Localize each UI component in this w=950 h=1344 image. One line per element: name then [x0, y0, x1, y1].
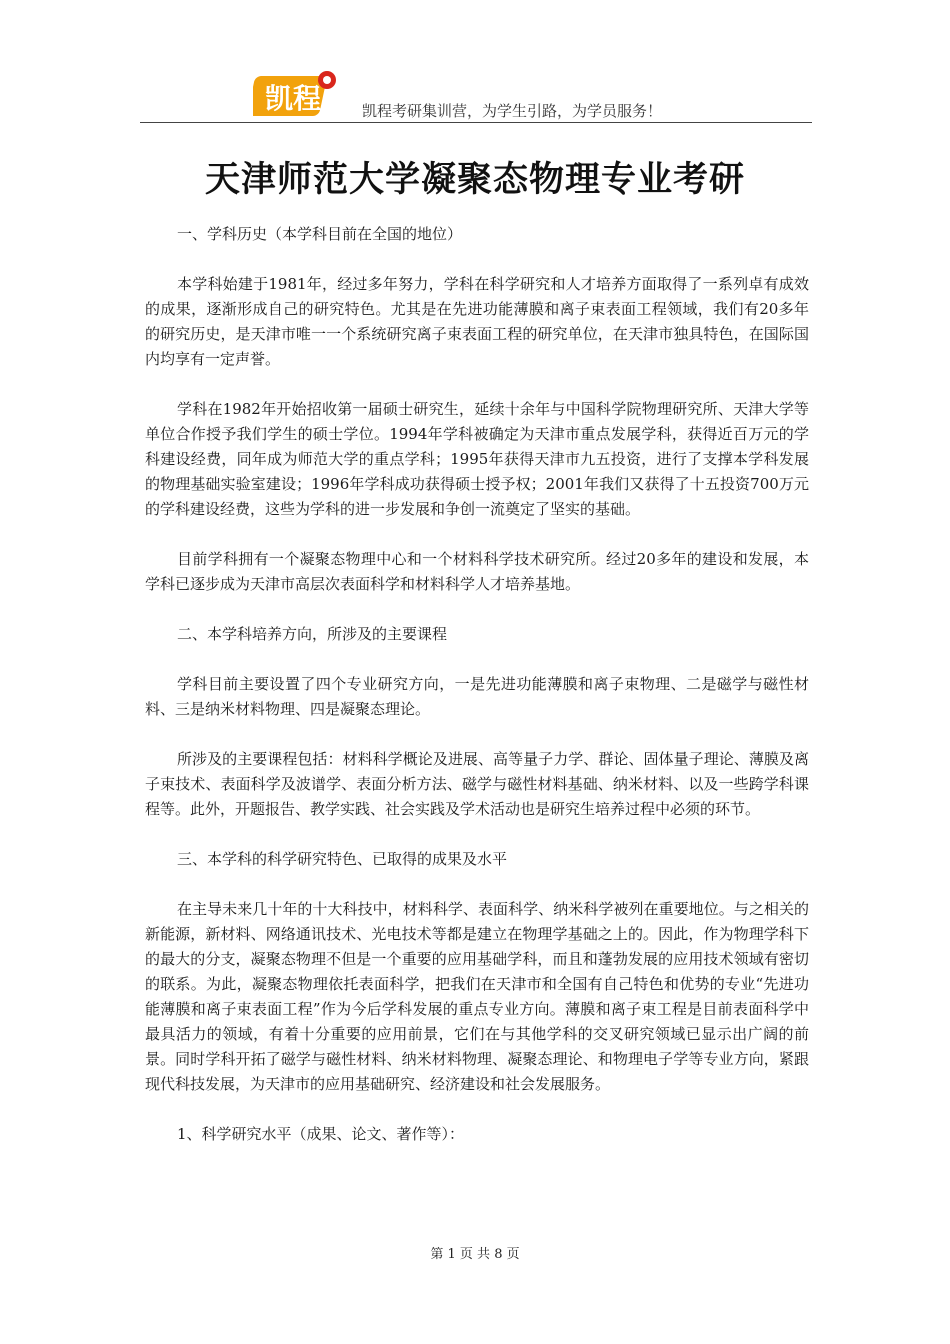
section-heading: 三、本学科的科学研究特色、已取得的成果及水平	[177, 850, 508, 868]
document-body	[145, 222, 809, 1172]
kaicheng-logo	[253, 68, 345, 120]
section-heading: 二、本学科培养方向，所涉及的主要课程	[177, 625, 448, 643]
body-paragraph: 学科目前主要设置了四个专业研究方向，一是先进功能薄膜和离子束物理、二是磁学与磁性材料、三是纳米材料物理、四是凝聚态理论。	[145, 675, 809, 718]
body-paragraph: 学科在1982年开始招收第一届硕士研究生，延续十余年与中国科学院物理研究所、天津大学等单位合作授予我们学生的硕士学位。1994年学科被确定为天津市重点发展学科，获得近百万元的学科建设经费，同年成为师范大学的重点学科；1995年获得天津市九五投资，进行了支撑本学科发展的物理基础实验室建设；1996年学科成功获得硕士授予权；2001年我们又获得了十五投资700万元的学科建设经费，这些为学科的进一步发展和争创一流奠定了坚实的基础。	[145, 400, 809, 518]
body-paragraph: 在主导未来几十年的十大科技中，材料科学、表面科学、纳米科学被列在重要地位。与之相关的新能源，新材料、网络通讯技术、光电技术等都是建立在物理学基础之上的。因此，作为物理学科下的最大的分支，凝聚态物理不但是一个重要的应用基础学科，而且和蓬勃发展的应用技术领域有密切的联系。为此，凝聚态物理依托表面科学，把我们在天津市和全国有自己特色和优势的专业“先进功能薄膜和离子束表面工程”作为今后学科发展的重点专业方向。薄膜和离子束工程是目前表面科学中最具活力的领域，有着十分重要的应用前景，它们在与其他学科的交叉研究领域已显示出广阔的前景。同时学科开拓了磁学与磁性材料、纳米材料物理、凝聚态理论、和物理电子学等专业方向，紧跟现代科技发展，为天津市的应用基础研究、经济建设和社会发展服务。	[145, 900, 809, 1093]
document-title: 天津师范大学凝聚态物理专业考研	[204, 160, 745, 200]
section-heading: 1、科学研究水平（成果、论文、著作等）：	[177, 1125, 465, 1143]
header-rule	[140, 122, 812, 123]
body-paragraph: 本学科始建于1981年，经过多年努力，学科在科学研究和人才培养方面取得了一系列卓有成效的成果，逐渐形成自己的研究特色。尤其是在先进功能薄膜和离子束表面工程领域，我们有20多年的研究历史，是天津市唯一一个系统研究离子束表面工程的研究单位，在天津市独具特色，在国际国内均享有一定声誉。	[145, 275, 809, 368]
page-header	[140, 62, 812, 124]
logo-text: 凯程	[264, 82, 322, 115]
section-heading: 一、学科历史（本学科目前在全国的地位）	[177, 225, 463, 243]
page-footer: 第 1 页 共 8 页	[430, 1247, 520, 1262]
body-paragraph: 所涉及的主要课程包括：材料科学概论及进展、高等量子力学、群论、固体量子理论、薄膜及离子束技术、表面科学及波谱学、表面分析方法、磁学与磁性材料基础、纳米材料、以及一些跨学科课程等。此外，开题报告、教学实践、社会实践及学术活动也是研究生培养过程中必须的环节。	[145, 750, 809, 818]
header-slogan: 凯程考研集训营，为学生引路，为学员服务！	[362, 102, 663, 120]
body-paragraph: 目前学科拥有一个凝聚态物理中心和一个材料科学技术研究所。经过20多年的建设和发展，本学科已逐步成为天津市高层次表面科学和材料科学人才培养基地。	[145, 550, 809, 593]
